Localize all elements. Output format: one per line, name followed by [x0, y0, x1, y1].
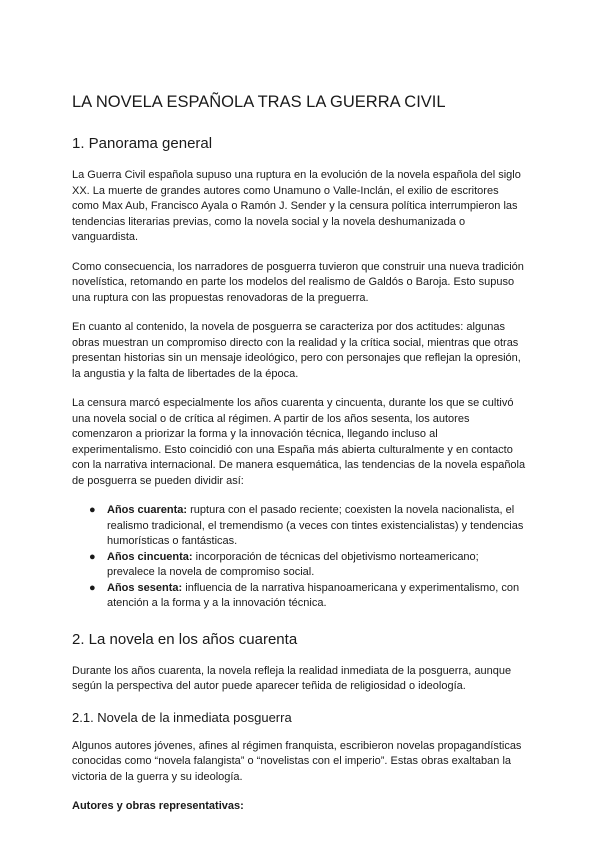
bullet-icon: ●	[89, 550, 96, 563]
section-1-paragraph-2: Como consecuencia, los narradores de posguerra tuvieron que construir una nueva tradición novelística, retomando en parte los modelos del realismo de Galdós o Baroja. Esto supuso una ruptura con las propuestas renovadoras de la preguerra.	[72, 260, 524, 304]
subsection-2-1-heading: 2.1. Novela de la inmediata posguerra	[72, 709, 292, 725]
list-item-label: Años sesenta:	[107, 581, 183, 594]
list-item-text: influencia de la narrativa hispanoamericana y experimentalismo, con atención a la forma y a la innovación técnica.	[107, 581, 520, 609]
subsection-2-1-paragraph: Algunos autores jóvenes, afines al régimen franquista, escribieron novelas propagandísticas conocidas como “novela falangista” o “novelistas con el imperio”. Estas obras exaltaban la victoria de la guerra y su ideología.	[72, 739, 522, 783]
section-2-paragraph: Durante los años cuarenta, la novela refleja la realidad inmediata de la posguerra, aunque según la perspectiva del autor puede aparecer teñida de religiosidad o ideología.	[72, 664, 512, 692]
list-item	[89, 581, 528, 612]
list-item	[89, 503, 528, 550]
section-1-paragraph-4: La censura marcó especialmente los años cuarenta y cincuenta, durante los que se cultivó una novela social o de crítica al régimen. A partir de los años sesenta, los autores comenzaron a priorizar la forma y la innovación técnica, llegando incluso al experimentalismo. Esto coincidió con una España más abierta culturalmente y en contacto con la narrativa internacional. De manera esquemática, las tendencias de la novela española de posguerra se pueden dividir así:	[72, 397, 526, 487]
list-item-text: incorporación de técnicas del objetivismo norteamericano; prevalece la novela de compromiso social.	[107, 550, 479, 578]
document-title: LA NOVELA ESPAÑOLA TRAS LA GUERRA CIVIL	[72, 93, 446, 111]
list-item-text: ruptura con el pasado reciente; coexisten la novela nacionalista, el realismo tradicional, el tremendismo (a veces con tintes existencialistas) y tendencias humorísticas o fantásticas.	[107, 504, 524, 547]
list-item	[89, 550, 528, 581]
section-1-paragraph-3: En cuanto al contenido, la novela de posguerra se caracteriza por dos actitudes: algunas obras muestran un compromiso directo con la realidad y la crítica social, mientras que otras presentan historias sin un mensaje ideológico, pero con personajes que reflejan la opresión, la angustia y la falta de libertades de la época.	[72, 321, 521, 380]
bullet-icon: ●	[89, 504, 96, 516]
authors-label: Autores y obras representativas:	[72, 800, 244, 812]
section-1-paragraph-1: La Guerra Civil española supuso una ruptura en la evolución de la novela española del siglo XX. La muerte de grandes autores como Unamuno o Valle-Inclán, el exilio de escritores como Max Aub, Francisco Ayala o Ramón J. Sender y la censura política interrumpieron las tendencias literarias previas, como la novela social y la novela deshumanizada o vanguardista.	[72, 169, 521, 243]
section-2-heading: 2. La novela en los años cuarenta	[72, 630, 298, 648]
tendencies-list	[72, 503, 528, 612]
document-page	[72, 92, 528, 815]
list-item-label: Años cuarenta:	[107, 504, 188, 516]
bullet-icon: ●	[89, 581, 96, 594]
section-1-heading: 1. Panorama general	[72, 135, 213, 152]
list-item-label: Años cincuenta:	[107, 550, 193, 563]
